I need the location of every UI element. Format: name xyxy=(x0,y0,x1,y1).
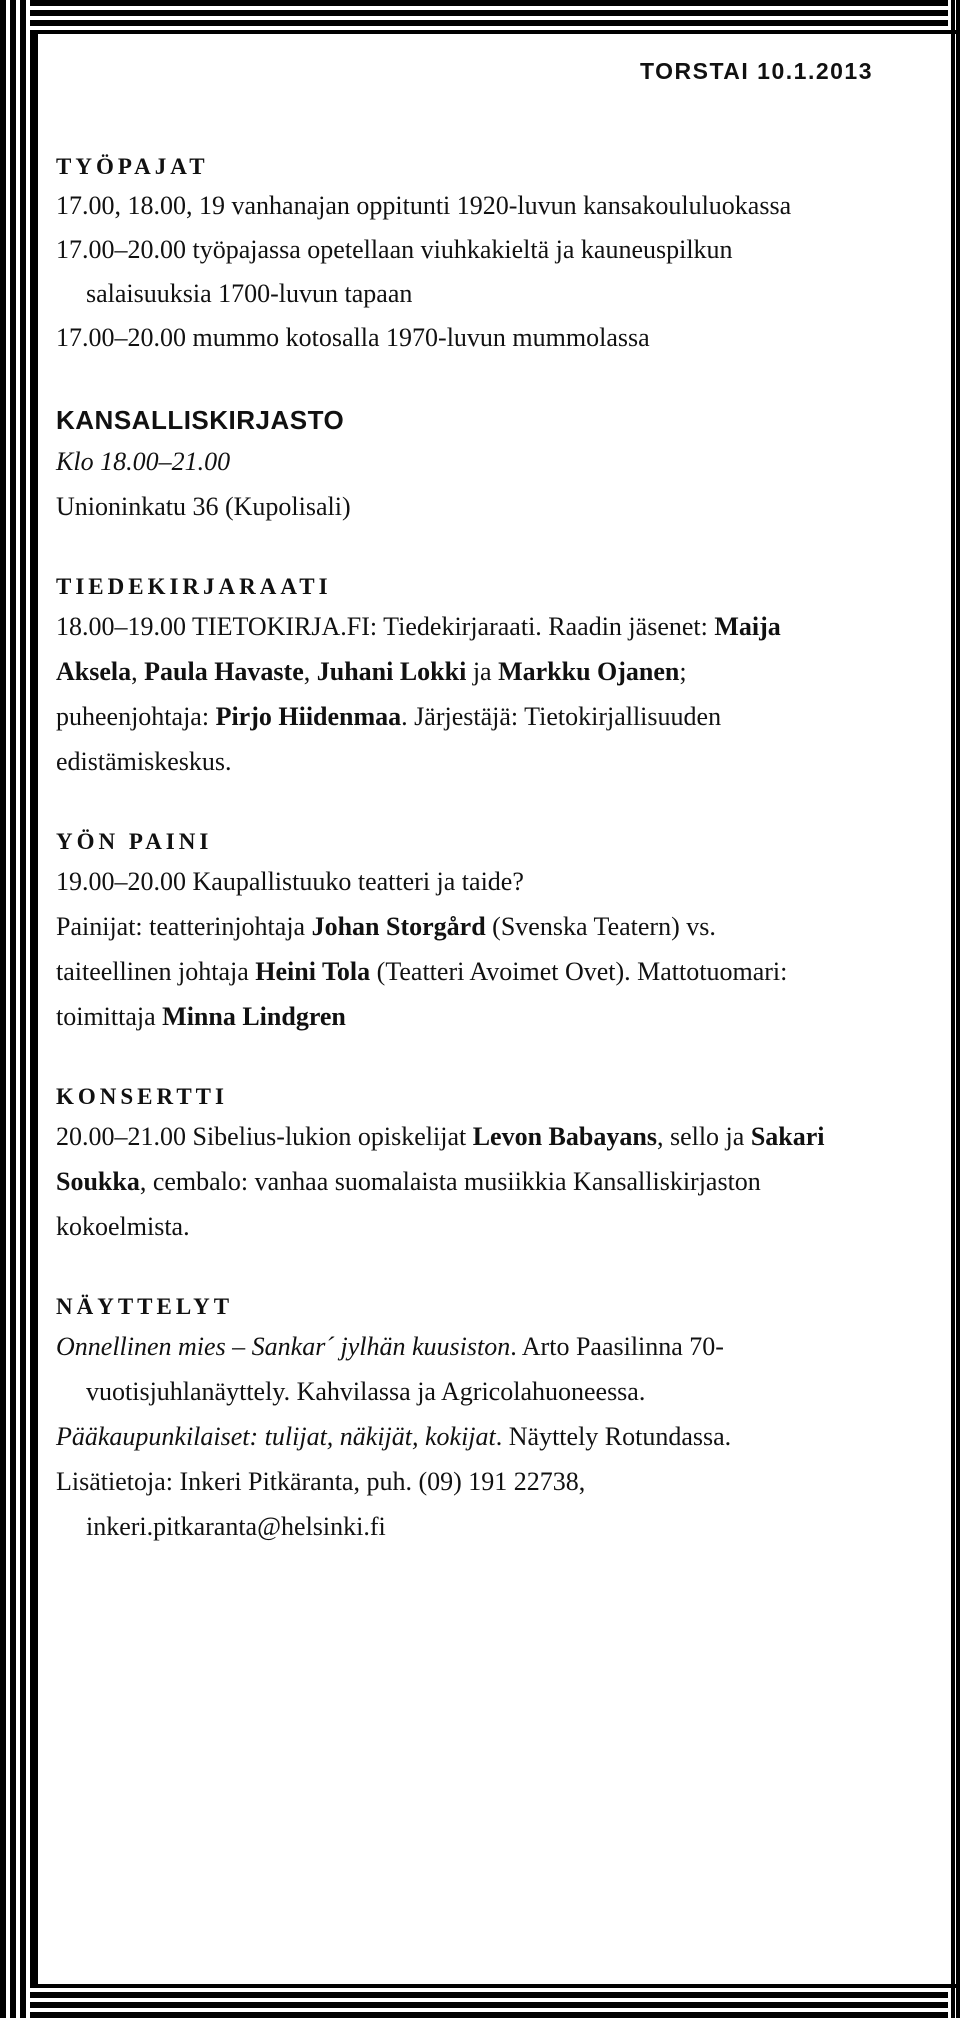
event-time: Klo 18.00–21.00 xyxy=(56,447,231,476)
person-name: Paula Havaste xyxy=(144,657,304,686)
exhibition-details: . Näyttely Rotundassa. xyxy=(495,1422,732,1451)
text-fragment: , xyxy=(131,657,145,686)
text-fragment: 18.00–19.00 TIETOKIRJA.FI: Tiedekirjaraati. Raadin jäsenet: xyxy=(56,612,715,641)
event-description xyxy=(56,904,826,1039)
section-title: TIEDEKIRJARAATI xyxy=(56,574,332,599)
page-content xyxy=(38,34,933,1982)
section-title: KONSERTTI xyxy=(56,1084,228,1109)
text-fragment: (Svenska Teatern) vs. taiteellinen johtaja xyxy=(56,912,716,986)
person-name: Sakari Soukka xyxy=(56,1122,825,1196)
exhibition-details: . Arto Paasilinna 70-vuotisjuhlanäyttely. Kahvilassa ja Agricolahuoneessa. xyxy=(86,1332,724,1406)
bottom-border-rule xyxy=(30,1984,960,1988)
person-name: Levon Babayans xyxy=(472,1122,657,1151)
person-name: Maija Aksela xyxy=(56,612,781,686)
text-fragment: ; puheenjohtaja: xyxy=(56,657,687,731)
text-fragment: ja xyxy=(466,657,499,686)
bottom-border xyxy=(0,1984,960,2018)
text-fragment: Painijat: teatterinjohtaja xyxy=(56,912,312,941)
contact-info: Lisätietoja: Inkeri Pitkäranta, puh. (09) 191 22738, inkeri.pitkaranta@helsinki.fi xyxy=(56,1467,586,1541)
person-name: Johan Storgård xyxy=(311,912,486,941)
section-yon-paini xyxy=(56,827,826,1039)
section-nayttelyt xyxy=(56,1292,826,1549)
section-konsertti xyxy=(56,1082,826,1249)
exhibition-title: Pääkaupunkilaiset: tulijat, näkijät, kokijat xyxy=(56,1422,496,1451)
section-kansalliskirjasto xyxy=(56,403,826,529)
section-title: NÄYTTELYT xyxy=(56,1294,234,1319)
person-name: Juhani Lokki xyxy=(316,657,467,686)
exhibition-item xyxy=(56,1324,826,1414)
text-fragment: 20.00–21.00 Sibelius-lukion opiskelijat xyxy=(56,1122,473,1151)
exhibition-title: Onnellinen mies – Sankar´ jylhän kuusiston xyxy=(56,1332,511,1361)
text-fragment: , cembalo: vanhaa suomalaista musiikkia Kansalliskirjaston kokoelmista. xyxy=(56,1167,761,1241)
program-listing xyxy=(56,152,826,1592)
exhibition-item xyxy=(56,1414,826,1459)
list-item: 17.00–20.00 työpajassa opetellaan viuhkakieltä ja kauneuspilkun salaisuuksia 1700-luvun tapaan xyxy=(56,235,733,308)
person-name: Pirjo Hiidenmaa xyxy=(215,702,402,731)
section-title: TYÖPAJAT xyxy=(56,154,209,179)
event-time-line: 19.00–20.00 Kaupallistuuko teatteri ja taide? xyxy=(56,867,524,896)
page-date: TORSTAI 10.1.2013 xyxy=(639,58,873,84)
section-title: YÖN PAINI xyxy=(56,829,213,854)
left-border-rule xyxy=(30,30,38,1988)
top-border xyxy=(0,0,960,34)
text-fragment: , sello ja xyxy=(656,1122,751,1151)
list-item: 17.00–20.00 mummo kotosalla 1970-luvun mummolassa xyxy=(56,323,650,352)
right-border xyxy=(948,0,960,2018)
section-tyopajat xyxy=(56,152,826,360)
list-item: 17.00, 18.00, 19 vanhanajan oppitunti 1920-luvun kansakoululuokassa xyxy=(56,191,792,220)
person-name: Heini Tola xyxy=(255,957,371,986)
text-fragment: (Teatteri Avoimet Ovet). Mattotuomari: toimittaja xyxy=(56,957,788,1031)
event-description xyxy=(56,1114,826,1249)
text-fragment: , xyxy=(303,657,317,686)
event-description xyxy=(56,604,826,784)
left-border xyxy=(0,0,30,2018)
person-name: Minna Lindgren xyxy=(162,1002,346,1031)
person-name: Markku Ojanen xyxy=(498,657,680,686)
section-title: KANSALLISKIRJASTO xyxy=(56,405,345,435)
event-address: Unioninkatu 36 (Kupolisali) xyxy=(56,492,351,521)
text-fragment: . Järjestäjä: Tietokirjallisuuden edistämiskeskus. xyxy=(56,702,722,776)
section-tiedekirjaraati xyxy=(56,572,826,784)
